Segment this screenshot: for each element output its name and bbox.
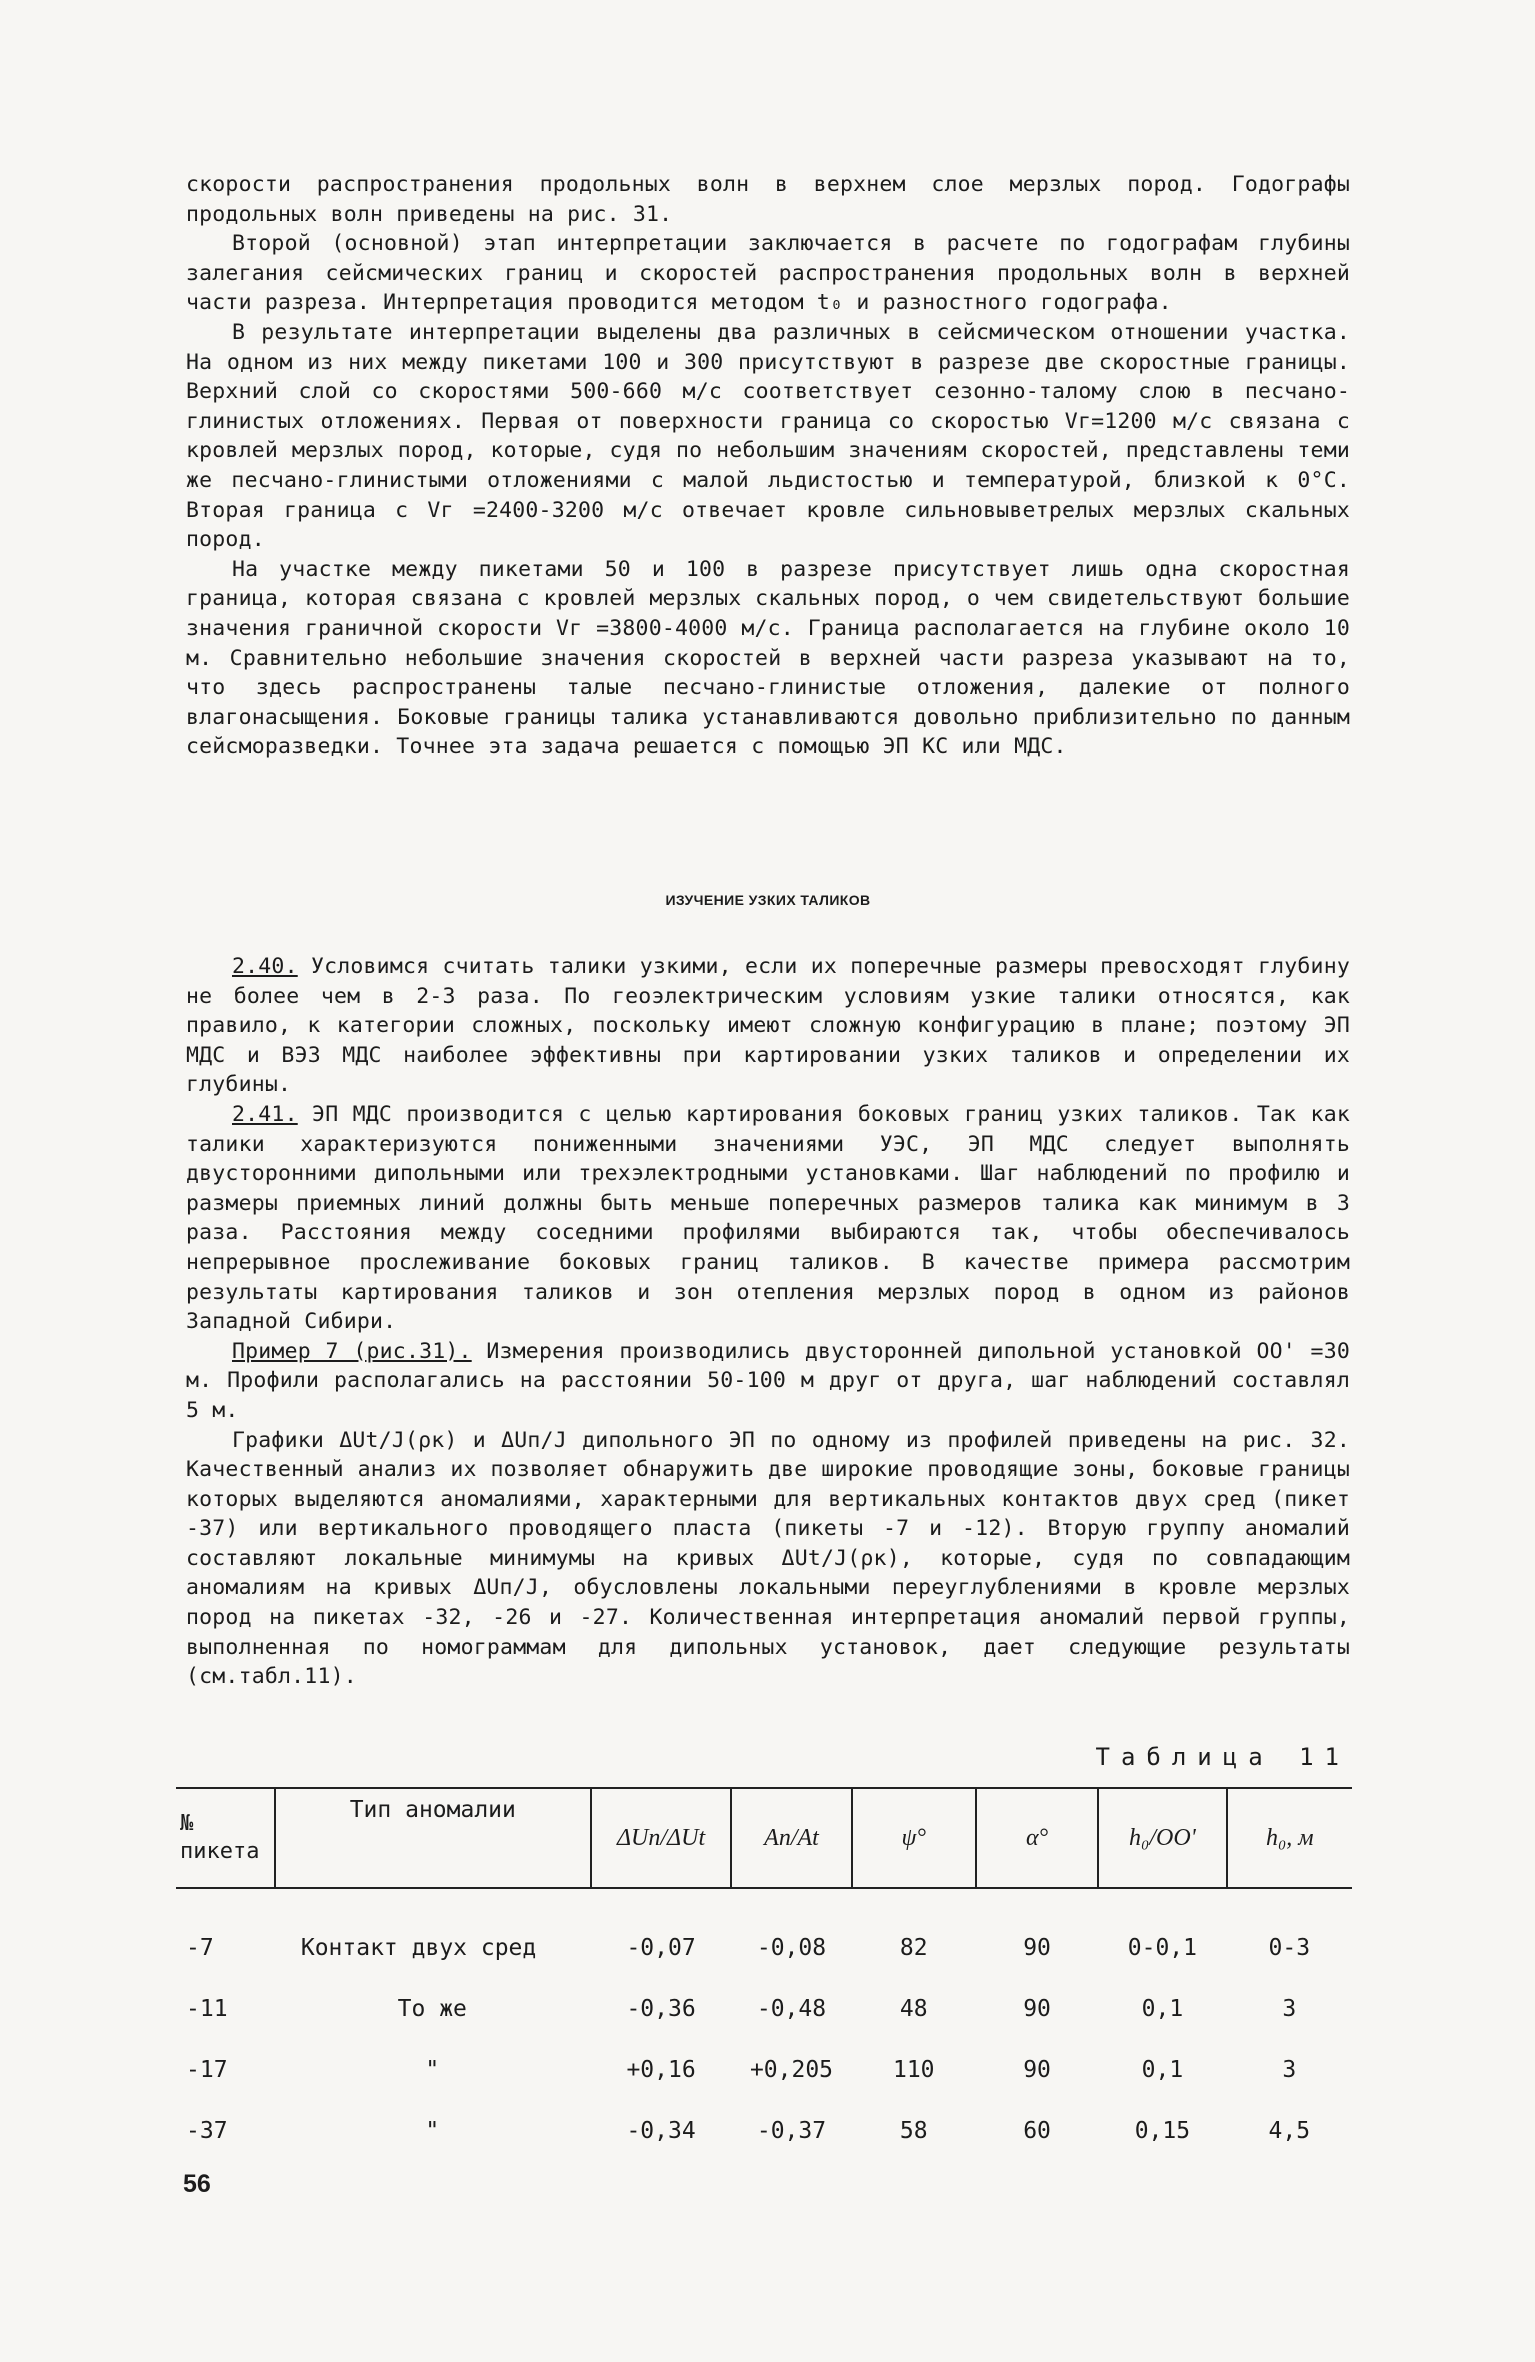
table-caption: Таблица 11 <box>1095 1743 1350 1771</box>
cell-h0-m: 0-3 <box>1268 1934 1311 1961</box>
cell-du-ratio: -0,34 <box>626 2117 696 2144</box>
header-picket: № пикета <box>176 1788 275 1888</box>
cell-anomaly-type: Контакт двух сред <box>300 1934 537 1961</box>
cell-h0-m: 3 <box>1282 1995 1297 2022</box>
intro-section <box>186 170 1350 762</box>
cell-picket: -11 <box>186 1995 228 2022</box>
clause-number-2-41: 2.41. <box>232 1101 298 1127</box>
header-du-ratio: ΔUп/ΔUt <box>591 1788 732 1888</box>
cell-a-ratio: -0,48 <box>756 1995 827 2022</box>
cell-a-ratio: -0,37 <box>756 2117 827 2144</box>
table-row <box>176 1978 1352 2039</box>
cell-picket: -7 <box>186 1934 214 1961</box>
example-text: Измерения производились двусторонней дипольной установкой ОО' =30 м. Профили располагались на расстоянии 50-100 м друг от друга, шаг наблюдений составлял 5 м. <box>186 1338 1350 1423</box>
cell-psi: 48 <box>899 1995 928 2022</box>
cell-psi: 110 <box>892 2056 935 2083</box>
paragraph-intro-2: Второй (основной) этап интерпретации заключается в расчете по годографам глубины залегания сейсмических границ и скоростей распространения продольных волн в верхней части разреза. Интерпретация проводится методом t₀ и разностного годографа. <box>186 231 1350 316</box>
cell-a-ratio: -0,08 <box>756 1934 827 1961</box>
paragraph-intro-1: скорости распространения продольных волн в верхнем слое мерзлых пород. Годографы продольных волн приведены на рис. 31. <box>186 172 1350 227</box>
cell-h0-ratio: 0,1 <box>1141 1995 1184 2022</box>
table-header-row <box>176 1788 1352 1888</box>
header-h0-m: h₀, м <box>1227 1788 1352 1888</box>
table-row <box>176 2100 1352 2161</box>
cell-du-ratio: -0,36 <box>626 1995 696 2022</box>
cell-h0-ratio: 0-0,1 <box>1127 1934 1198 1961</box>
cell-h0-m: 3 <box>1282 2056 1297 2083</box>
cell-a-ratio: +0,205 <box>749 2056 834 2083</box>
table-row <box>176 1917 1352 1978</box>
anomaly-table <box>176 1787 1352 2161</box>
page-number: 56 <box>183 2170 211 2198</box>
paragraph-graphs: Графики ΔUt/J(ρк) и ΔUп/J дипольного ЭП по одному из профилей приведены на рис. 32. Качественный анализ их позволяет обнаружить две широкие проводящие зоны, боковые границы которых выделяются аномалиями, характерными для вертикальных контактов двух сред (пикет -37) или вертикального проводящего пласта (пикеты -7 и -12). Вторую группу аномалий составляют локальные минимумы на кривых ΔUt/J(ρк), которые, судя по совпадающим аномалиям на кривых ΔUп/J, обусловлены локальными переуглублениями в кровле мерзлых пород на пикетах -32, -26 и -27. Количественная интерпретация аномалий первой группы, выполненная по номограммам для дипольных установок, дает следующие результаты (см.табл.11). <box>186 1427 1350 1690</box>
cell-psi: 58 <box>899 2117 928 2144</box>
section-body <box>186 952 1350 1692</box>
cell-alpha: 60 <box>1023 2117 1051 2144</box>
cell-anomaly-type: " <box>425 2117 440 2144</box>
header-a-ratio: Aп/At <box>731 1788 851 1888</box>
cell-h0-m: 4,5 <box>1268 2117 1311 2144</box>
cell-picket: -37 <box>186 2117 228 2144</box>
paragraph-2-40 <box>186 952 1350 1100</box>
clause-number-2-40: 2.40. <box>232 954 298 979</box>
clause-text-2-40: Условимся считать талики узкими, если их поперечные размеры превосходят глубину не более чем в 2-3 раза. По геоэлектрическим условиям узкие талики относятся, как правило, к категории сложных, поскольку имеют сложную конфигурацию в плане; поэтому ЭП МДС и ВЭЗ МДС наиболее эффективны при картировании узких таликов и определении их глубины. <box>186 954 1350 1098</box>
cell-alpha: 90 <box>1023 2056 1051 2083</box>
cell-du-ratio: +0,16 <box>626 2056 696 2083</box>
cell-h0-ratio: 0,1 <box>1141 2056 1184 2083</box>
example-label: Пример 7 (рис.31). <box>232 1338 472 1364</box>
cell-psi: 82 <box>899 1934 928 1961</box>
section-heading: ИЗУЧЕНИЕ УЗКИХ ТАЛИКОВ <box>665 892 871 908</box>
paragraph-2-41 <box>186 1100 1350 1337</box>
paragraph-example <box>186 1337 1350 1426</box>
header-h0-ratio: h₀/OO' <box>1098 1788 1226 1888</box>
header-anomaly-type: Тип аномалии <box>275 1788 591 1888</box>
cell-du-ratio: -0,07 <box>626 1934 696 1961</box>
cell-alpha: 90 <box>1023 1995 1051 2022</box>
cell-alpha: 90 <box>1023 1934 1051 1961</box>
clause-text-2-41: ЭП МДС производится с целью картирования боковых границ узких таликов. Так как талики характеризуются пониженными значениями УЭС, ЭП МДС следует выполнять двусторонними дипольными или трехэлектродными установками. Шаг наблюдений по профилю и размеры приемных линий должны быть меньше поперечных размеров талика как минимум в 3 раза. Расстояния между соседними профилями выбираются так, чтобы обеспечивалось непрерывное прослеживание боковых границ таликов. В качестве примера рассмотрим результаты картирования таликов и зон отепления мерзлых пород в одном из районов Западной Сибири. <box>186 1101 1350 1335</box>
cell-anomaly-type: То же <box>397 1995 467 2022</box>
cell-picket: -17 <box>186 2056 228 2083</box>
cell-h0-ratio: 0,15 <box>1134 2117 1191 2144</box>
cell-anomaly-type: " <box>425 2056 440 2083</box>
header-psi: ψ° <box>852 1788 976 1888</box>
table-spacer <box>176 1888 1352 1917</box>
paragraph-intro-4: На участке между пикетами 50 и 100 в разрезе присутствует лишь одна скоростная граница, которая связана с кровлей мерзлых скальных пород, о чем свидетельствуют большие значения граничной скорости Vг =3800-4000 м/с. Граница располагается на глубине около 10 м. Сравнительно небольшие значения скоростей в верхней части разреза указывают на то, что здесь распространены талые песчано-глинистые отложения, далекие от полного влагонасыщения. Боковые границы талика устанавливаются довольно приблизительно по данным сейсморазведки. Точнее эта задача решается с помощью ЭП КС или МДС. <box>186 556 1350 760</box>
header-alpha: α° <box>976 1788 1098 1888</box>
paragraph-intro-3: В результате интерпретации выделены два различных в сейсмическом отношении участка. На одном из них между пикетами 100 и 300 присутствуют в разрезе две скоростные границы. Верхний слой со скоростями 500-660 м/с соответствует сезонно-талому слою в песчано-глинистых отложениях. Первая от поверхности граница со скоростью Vг=1200 м/с связана с кровлей мерзлых пород, которые, судя по небольшим значениям скоростей, представлены теми же песчано-глинистыми отложениями с малой льдистостью и температурой, близкой к 0°С. Вторая граница с Vг =2400-3200 м/с отвечает кровле сильновыветрелых мерзлых скальных пород. <box>186 319 1350 553</box>
table-row <box>176 2039 1352 2100</box>
